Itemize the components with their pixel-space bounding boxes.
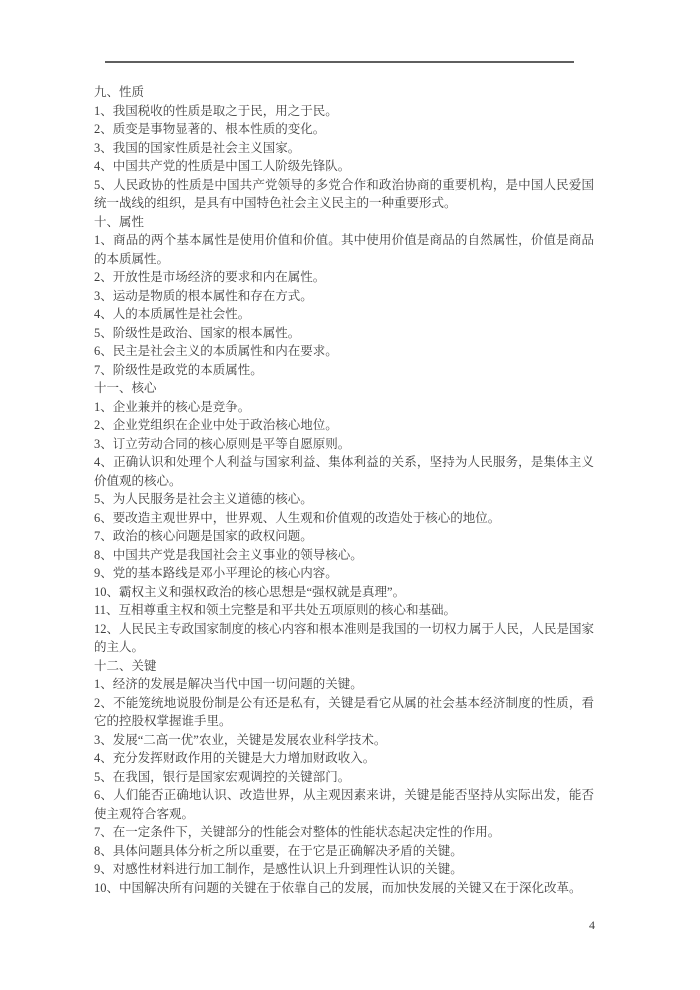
list-item: 6、人们能否正确地认识、改造世界，从主观因素来讲，关键是能否坚持从实际出发，能否使主观符合客观。 [94, 788, 594, 821]
list-item: 5、人民政协的性质是中国共产党领导的多党合作和政治协商的重要机构，是中国人民爱国统一战线的组织，是具有中国特色社会主义民主的一种重要形式。 [94, 177, 594, 210]
section-heading: 十二、关键 [94, 658, 157, 673]
list-item: 3、运动是物质的根本属性和存在方式。 [94, 288, 313, 303]
page-number: 4 [589, 918, 595, 932]
list-item: 11、互相尊重主权和领土完整是和平共处五项原则的核心和基础。 [94, 603, 457, 617]
list-item: 10、霸权主义和强权政治的核心思想是“强权就是真理”。 [94, 584, 406, 599]
list-item: 4、人的本质属性是社会性。 [94, 307, 251, 321]
header-divider [105, 61, 574, 63]
list-item: 6、民主是社会主义的本质属性和内在要求。 [94, 344, 338, 358]
list-item: 1、商品的两个基本属性是使用价值和价值。其中使用价值是商品的自然属性，价值是商品的本质属性。 [94, 233, 594, 266]
document-body [94, 83, 594, 897]
list-item: 2、质变是事物显著的、根本性质的变化。 [94, 122, 326, 136]
list-item: 8、中国共产党是我国社会主义事业的领导核心。 [94, 547, 363, 562]
list-item: 3、我国的国家性质是社会主义国家。 [94, 140, 301, 155]
list-item: 7、阶级性是政党的本质属性。 [94, 362, 263, 377]
list-item: 9、对感性材料进行加工制作，是感性认识上升到理性认识的关键。 [94, 862, 463, 876]
section-heading: 十、属性 [94, 214, 145, 229]
list-item: 4、充分发挥财政作用的关键是大力增加财政收入。 [94, 751, 376, 765]
list-item: 8、具体问题具体分析之所以重要，在于它是正确解决矛盾的关键。 [94, 843, 463, 858]
list-item: 10、中国解决所有问题的关键在于依靠自己的发展，而加快发展的关键又在于深化改革。 [94, 880, 582, 895]
list-item: 4、正确认识和处理个人利益与国家利益、集体利益的关系，坚持为人民服务，是集体主义价值观的核心。 [94, 455, 594, 488]
list-item: 2、开放性是市场经济的要求和内在属性。 [94, 270, 326, 284]
list-item: 7、在一定条件下，关键部分的性能会对整体的性能状态起决定性的作用。 [94, 825, 501, 839]
list-item: 5、在我国，银行是国家宏观调控的关键部门。 [94, 769, 351, 784]
list-item: 9、党的基本路线是邓小平理论的核心内容。 [94, 566, 338, 580]
list-item: 4、中国共产党的性质是中国工人阶级先锋队。 [94, 159, 351, 173]
list-item: 1、我国税收的性质是取之于民，用之于民。 [94, 103, 338, 118]
list-item: 3、发展“二高一优”农业，关键是发展农业科学技术。 [94, 732, 387, 747]
list-item: 12、人民民主专政国家制度的核心内容和根本准则是我国的一切权力属于人民，人民是国家的主人。 [94, 621, 595, 654]
list-item: 2、不能笼统地说股份制是公有还是私有，关键是看它从属的社会基本经济制度的性质，看它的控股权掌握谁手里。 [94, 695, 594, 728]
list-item: 2、企业党组织在企业中处于政治核心地位。 [94, 418, 338, 432]
list-item: 6、要改造主观世界中，世界观、人生观和价值观的改造处于核心的地位。 [94, 510, 501, 525]
list-item: 3、订立劳动合同的核心原则是平等自愿原则。 [94, 436, 351, 451]
list-item: 5、阶级性是政治、国家的根本属性。 [94, 325, 301, 340]
section-heading: 九、性质 [94, 85, 145, 99]
list-item: 5、为人民服务是社会主义道德的核心。 [94, 492, 313, 506]
list-item: 1、经济的发展是解决当代中国一切问题的关键。 [94, 677, 363, 691]
list-item: 1、企业兼并的核心是竞争。 [94, 399, 251, 414]
list-item: 7、政治的核心问题是国家的政权问题。 [94, 529, 313, 543]
section-heading: 十一、核心 [94, 381, 157, 395]
